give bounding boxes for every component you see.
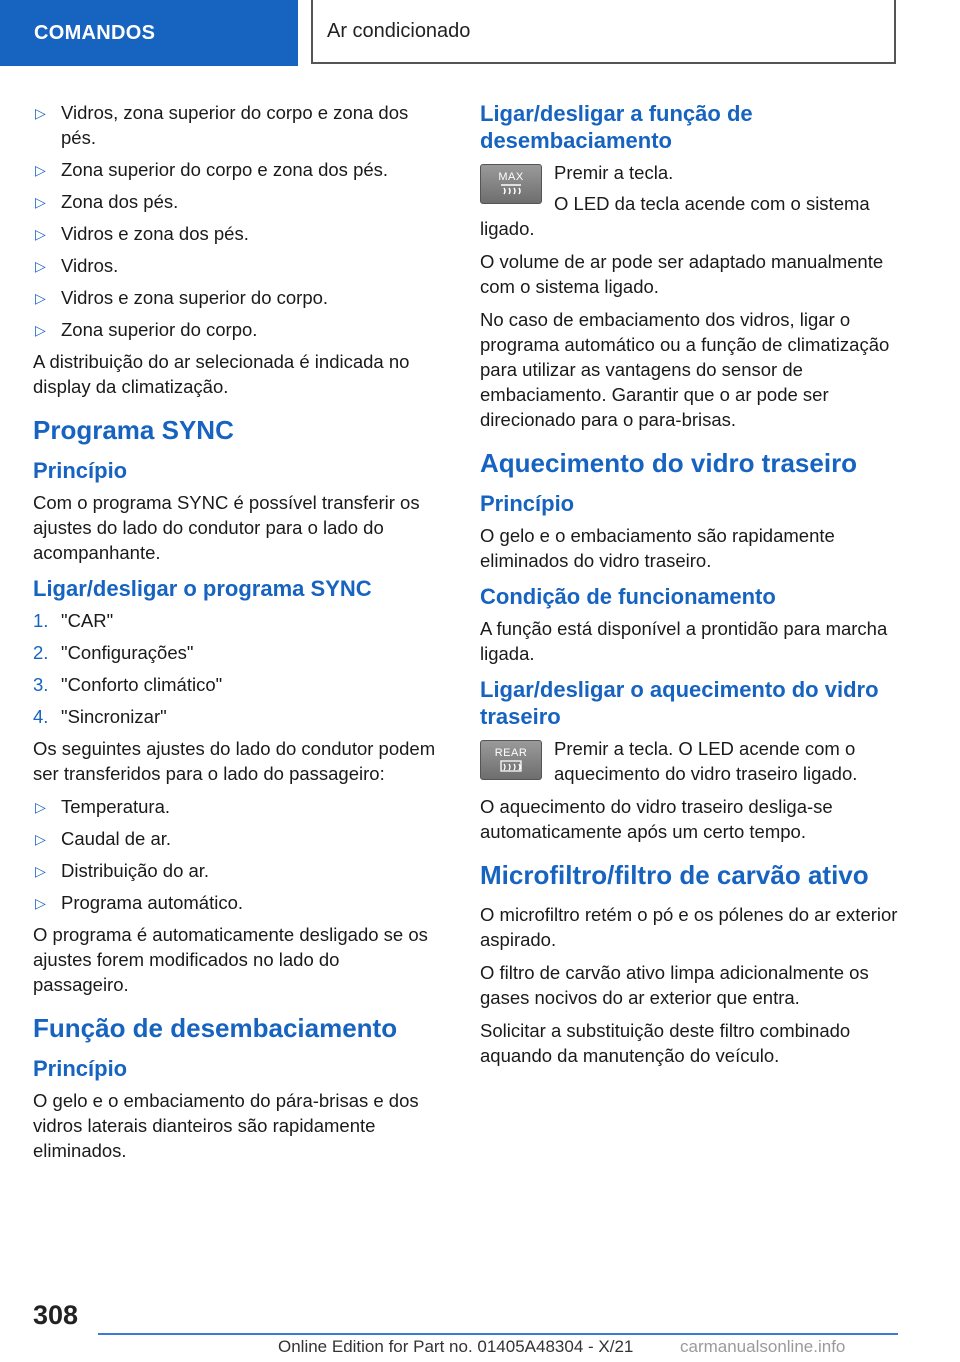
step-item — [33, 640, 440, 665]
list-item — [33, 317, 440, 342]
paragraph: O gelo e o embaciamento do pára-brisas e dos vidros laterais dianteiros são rapidamente eliminados. — [33, 1090, 419, 1161]
rear-key-instruction — [480, 736, 898, 786]
paragraph: A distribuição do ar selecionada é indicada no display da climatização. — [33, 351, 410, 397]
list-item — [33, 826, 440, 851]
triangle-bullet-icon: ▷ — [35, 895, 46, 911]
subheading-principio: Princípio — [33, 1056, 128, 1081]
list-item-text: Vidros, zona superior do corpo e zona dos pés. — [61, 102, 409, 148]
list-item-text: Caudal de ar. — [61, 828, 172, 849]
transfer-bullet-list — [33, 794, 440, 915]
subheading-ligar-sync: Ligar/desligar o programa SYNC — [33, 576, 372, 601]
triangle-bullet-icon: ▷ — [35, 258, 46, 274]
step-item — [33, 608, 440, 633]
heater-lines-icon — [498, 759, 524, 773]
paragraph: Com o programa SYNC é possível transferir os ajustes do lado do condutor para o lado do acompanhante. — [33, 492, 420, 563]
triangle-bullet-icon: ▷ — [35, 322, 46, 338]
triangle-bullet-icon: ▷ — [35, 105, 46, 121]
step-text: "CAR" — [61, 610, 114, 631]
max-line1: Premir a tecla. — [554, 162, 674, 183]
heading-sync: Programa SYNC — [33, 415, 234, 445]
list-item-text: Zona superior do corpo e zona dos pés. — [61, 159, 389, 180]
paragraph: O microfiltro retém o pó e os pólenes do ar exterior aspirado. — [480, 904, 898, 950]
list-item-text: Programa automático. — [61, 892, 244, 913]
rear-text: Premir a tecla. O LED acende com o aquecimento do vidro traseiro ligado. — [554, 738, 858, 784]
paragraph: O aquecimento do vidro traseiro desliga-se automaticamente após um certo tempo. — [480, 796, 833, 842]
page-number: 308 — [33, 1300, 79, 1330]
watermark: carmanualsonline.info — [680, 1337, 846, 1356]
triangle-bullet-icon: ▷ — [35, 290, 46, 306]
list-item-text: Zona dos pés. — [61, 191, 179, 212]
list-item — [33, 157, 440, 182]
list-item — [33, 253, 440, 278]
step-text: "Conforto climático" — [61, 674, 223, 695]
list-item — [33, 285, 440, 310]
heading-desembaciamento: Função de desembaciamento — [33, 1013, 398, 1043]
triangle-bullet-icon: ▷ — [35, 799, 46, 815]
triangle-bullet-icon: ▷ — [35, 162, 46, 178]
page-header — [0, 0, 960, 66]
list-item — [33, 858, 440, 883]
max-line2: O LED da tecla acende com o sistema ligado. — [480, 193, 870, 239]
list-item — [33, 189, 440, 214]
subheading-principio: Princípio — [33, 458, 128, 483]
step-number: 4. — [33, 706, 49, 727]
chapter-title: Ar condicionado — [311, 0, 896, 64]
heading-filtro: Microfiltro/filtro de carvão ativo — [480, 860, 869, 890]
list-item-text: Vidros e zona superior do corpo. — [61, 287, 329, 308]
list-item-text: Vidros. — [61, 255, 119, 276]
list-item-text: Distribuição do ar. — [61, 860, 210, 881]
rear-key-label: REAR — [494, 746, 528, 759]
list-item-text: Zona superior do corpo. — [61, 319, 258, 340]
list-item — [33, 221, 440, 246]
list-item-text: Vidros e zona dos pés. — [61, 223, 249, 244]
step-number: 1. — [33, 610, 49, 631]
paragraph: No caso de embaciamento dos vidros, ligar o programa automático ou a função de climatização para utilizar as vantagens do sensor de embaciamento. Garantir que o ar pode ser direcionado para o para-brisas. — [480, 309, 890, 430]
step-item — [33, 672, 440, 697]
left-column — [33, 100, 440, 1171]
step-text: "Sincronizar" — [61, 706, 167, 727]
rear-window-heater-key-icon — [480, 740, 542, 780]
list-item — [33, 794, 440, 819]
step-text: "Configurações" — [61, 642, 194, 663]
triangle-bullet-icon: ▷ — [35, 194, 46, 210]
paragraph: O gelo e o embaciamento são rapidamente eliminados do vidro traseiro. — [480, 525, 835, 571]
step-number: 3. — [33, 674, 49, 695]
airflow-bullet-list — [33, 100, 440, 342]
step-number: 2. — [33, 642, 49, 663]
subheading-principio: Princípio — [480, 491, 575, 516]
paragraph: O volume de ar pode ser adaptado manualmente com o sistema ligado. — [480, 251, 884, 297]
heading-aquecimento: Aquecimento do vidro traseiro — [480, 448, 858, 478]
max-key-label: MAX — [498, 170, 524, 183]
triangle-bullet-icon: ▷ — [35, 226, 46, 242]
edition-text: Online Edition for Part no. 01405A48304 - X/21 — [278, 1337, 634, 1356]
triangle-bullet-icon: ▷ — [35, 863, 46, 879]
subheading-condicao: Condição de funcionamento — [480, 584, 776, 609]
sync-steps-list — [33, 608, 440, 729]
section-tab: COMANDOS — [0, 0, 298, 66]
step-item — [33, 704, 440, 729]
list-item — [33, 890, 440, 915]
footer-divider — [98, 1333, 898, 1335]
max-key-instruction — [480, 160, 898, 241]
triangle-bullet-icon: ▷ — [35, 831, 46, 847]
defrost-waves-icon — [498, 183, 524, 197]
paragraph: Os seguintes ajustes do lado do condutor podem ser transferidos para o lado do passageiro: — [33, 738, 436, 784]
paragraph: O filtro de carvão ativo limpa adicionalmente os gases nocivos do ar exterior que entra. — [480, 962, 869, 1008]
list-item — [33, 100, 440, 150]
subheading-ligar-desemb: Ligar/desligar a função de desembaciamento — [480, 101, 753, 153]
max-defrost-key-icon — [480, 164, 542, 204]
paragraph: A função está disponível a prontidão para marcha ligada. — [480, 618, 888, 664]
right-column — [480, 100, 898, 1076]
paragraph: O programa é automaticamente desligado se os ajustes forem modificados no lado do passageiro. — [33, 924, 428, 995]
list-item-text: Temperatura. — [61, 796, 170, 817]
paragraph: Solicitar a substituição deste filtro combinado aquando da manutenção do veículo. — [480, 1020, 851, 1066]
subheading-ligar-aquec: Ligar/desligar o aquecimento do vidro traseiro — [480, 677, 879, 729]
